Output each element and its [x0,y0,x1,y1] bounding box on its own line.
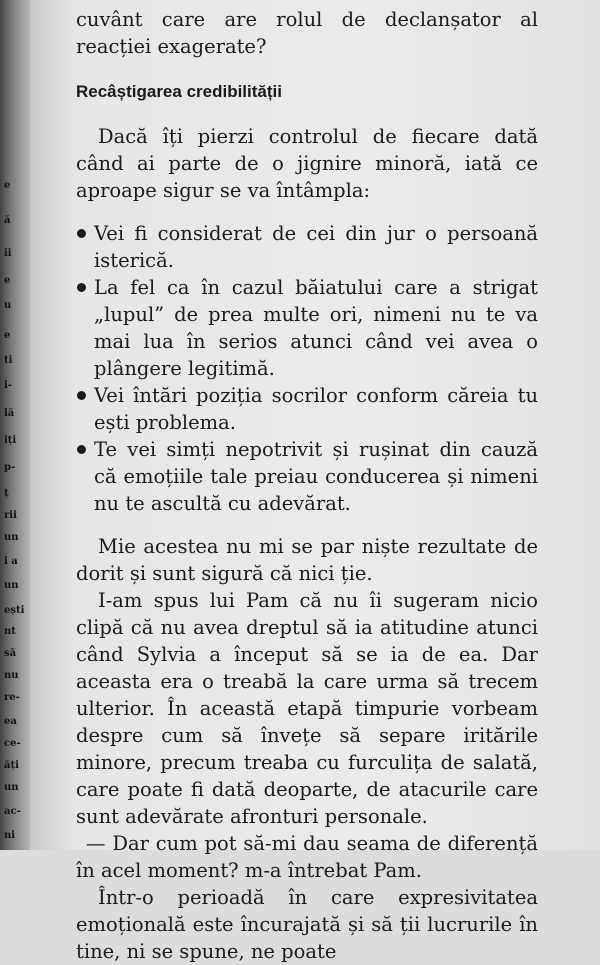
edge-fragment: i- [4,380,12,391]
edge-fragment: p- [4,462,16,473]
bullet-item [94,274,538,382]
edge-fragment: ăți [4,760,19,771]
body-paragraph: I-am spus lui Pam că nu îi sugeram nicio clipă că nu avea dreptul să ia atitudine atunci când Sylvia a început să se ia de ea. Dar aceasta era o treabă la care urma să trecem ulterior. În această etapă timpurie vorbeam despre cum să învețe să separe iritările minore, precum treaba cu furculița de salată, care poate fi dată deoparte, de atacurile care sunt adevărate afronturi personale. [76,589,538,828]
bullet-icon [77,391,86,400]
edge-fragment: ț [4,488,9,499]
edge-fragment: i a [4,556,18,567]
bullet-text: Te vei simți nepotrivit și rușinat din cauză că emoțiile tale preiau conducerea și nimeni nu te ascultă cu adevărat. [94,438,538,515]
bullet-icon [77,445,86,454]
bullet-text: Vei întări poziția socrilor conform căreia tu ești problema. [94,384,538,434]
bullet-icon [77,283,86,292]
edge-fragment: ă [4,215,11,226]
intro-paragraph: Dacă îți pierzi controlul de fiecare dată când ai parte de o jignire minoră, iată ce aproape sigur se va întâmpla: [76,125,538,202]
edge-fragment: ii [4,248,12,259]
edge-fragment: un [4,580,19,591]
edge-fragment: e [4,180,11,191]
continued-paragraph: cuvânt care are rolul de declanșator al reacției exagerate? [76,8,538,58]
edge-fragment: u [4,300,12,311]
edge-fragment: ea [4,716,17,727]
bullet-item [94,220,538,274]
edge-fragment: ce- [4,738,21,749]
edge-fragment: e [4,275,11,286]
facing-page-edge [4,0,26,850]
edge-fragment: rii [4,510,17,521]
edge-fragment: un [4,532,19,543]
edge-fragment: ac- [4,806,21,817]
section-heading: Recâștigarea credibilității [76,82,282,101]
edge-fragment: să [4,648,17,659]
bullet-text: Vei fi considerat de cei din jur o persoană isterică. [94,222,538,272]
bullet-item [94,382,538,436]
edge-fragment: nt [4,626,16,637]
edge-fragment: ti [4,355,13,366]
edge-fragment: un [4,782,19,793]
bullet-item [94,436,538,517]
bullet-text: La fel ca în cazul băiatului care a strigat „lupul” de prea multe ori, nimeni nu te va mai lua în serios atunci când vei avea o plângere legitimă. [94,276,538,380]
edge-fragment: nu [4,670,19,681]
edge-fragment: lă [4,408,15,419]
edge-fragment: e [4,330,11,341]
edge-fragment: iți [4,435,17,446]
edge-fragment: re- [4,692,20,703]
edge-fragment: ni [4,830,16,841]
page-body [76,6,538,965]
bullet-list [76,220,538,517]
edge-fragment: ești [4,605,25,616]
dialogue-line: — Dar cum pot să-mi dau seama de diferență în acel moment? m-a întrebat Pam. [76,832,538,882]
body-paragraph: Mie acestea nu mi se par niște rezultate de dorit și sunt sigură că nici ție. [76,535,538,585]
body-paragraph: Într-o perioadă în care expresivitatea emoțională este încurajată și să ții lucrurile în tine, ni se spune, ne poate [76,886,538,963]
bullet-icon [77,229,86,238]
